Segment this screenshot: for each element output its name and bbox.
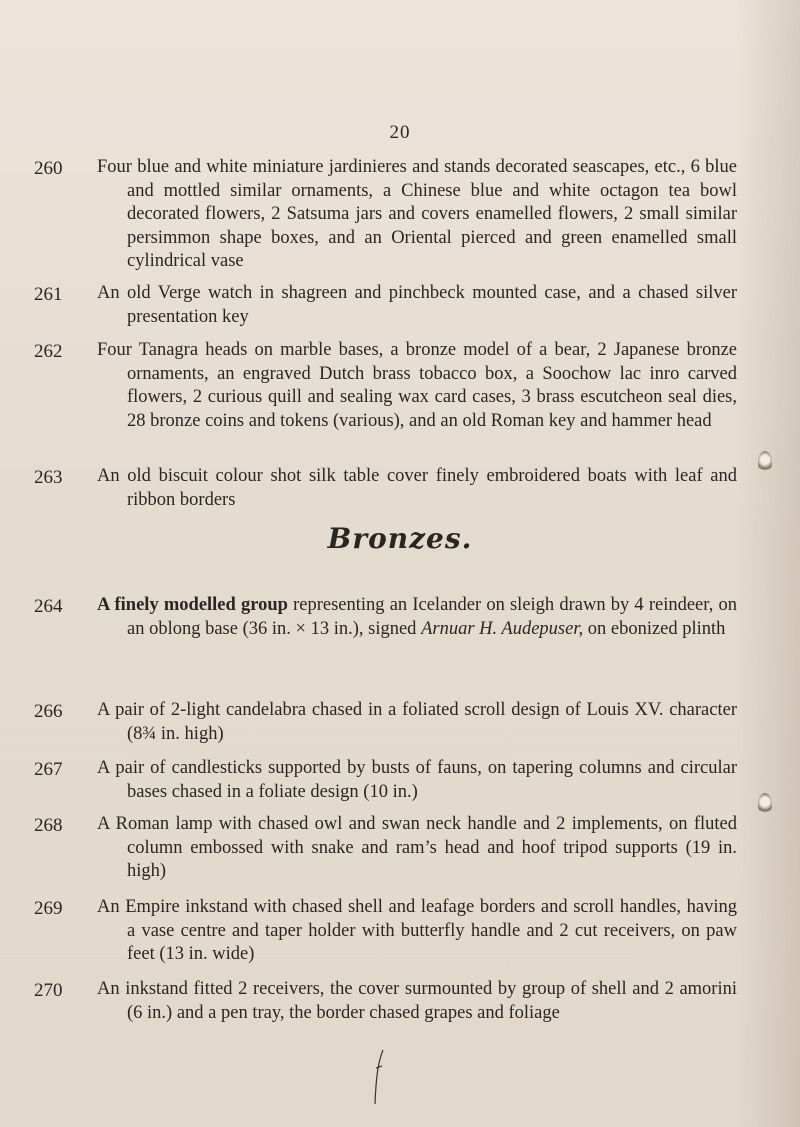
lot-number: 268 bbox=[34, 815, 63, 836]
lot-description bbox=[97, 594, 737, 641]
signature-text: Arnuar H. Audepuser, bbox=[421, 618, 584, 639]
lot-number: 260 bbox=[34, 158, 63, 179]
binding-hole-mark bbox=[758, 793, 772, 815]
binding-hole-mark bbox=[758, 451, 772, 473]
lot-description: An Empire inkstand with chased shell and leafage borders and scroll handles, having a vase centre and taper holder with butterfly handle and 2 cut receivers, on paw feet (13 in. wide) bbox=[97, 897, 737, 964]
lot-number: 267 bbox=[34, 759, 63, 780]
lot-lead-text: A finely modelled group bbox=[97, 595, 288, 615]
lot-description: A pair of 2-light candelabra chased in a foliated scroll design of Louis XV. character (8¾ in. high) bbox=[97, 700, 737, 744]
lot-number: 266 bbox=[34, 701, 63, 722]
lot-description: A pair of candlesticks supported by busts of fauns, on tapering columns and circular bases chased in a foliate design (10 in.) bbox=[97, 758, 737, 802]
lot-description: An old biscuit colour shot silk table cover finely embroidered boats with leaf and ribbon borders bbox=[97, 466, 737, 510]
lot-description: Four Tanagra heads on marble bases, a bronze model of a bear, 2 Japanese bronze ornaments, an engraved Dutch brass tobacco box, a Soochow lac inro carved flowers, 2 curious quill and sealing wax card cases, 3 brass escutcheon seal dies, 28 bronze coins and tokens (various), and an old Roman key and hammer head bbox=[97, 340, 737, 431]
lot-number: 264 bbox=[34, 596, 63, 617]
lot-text-part: representing an Icelander on sleigh drawn by 4 reindeer, on an oblong base (36 in. × 13 in.), signed bbox=[127, 595, 737, 639]
pencil-mark bbox=[372, 1048, 386, 1106]
lot-number: 262 bbox=[34, 341, 63, 362]
lot-description: Four blue and white miniature jardinieres and stands decorated seascapes, etc., 6 blue and mottled similar ornaments, a Chinese blue and white octagon tea bowl decorated flowers, 2 Satsuma jars and covers enamelled flowers, 2 small similar persimmon shape boxes, and an Oriental pierced and green enamelled small cylindrical vase bbox=[97, 157, 737, 271]
lot-description: An old Verge watch in shagreen and pinchbeck mounted case, and a chased silver presentation key bbox=[97, 283, 737, 327]
lot-text-part: on ebonized plinth bbox=[583, 618, 726, 639]
lot-number: 263 bbox=[34, 467, 63, 488]
section-heading: Bronzes. bbox=[327, 522, 473, 555]
lot-number: 269 bbox=[34, 898, 63, 919]
lot-description: A Roman lamp with chased owl and swan neck handle and 2 implements, on fluted column embossed with snake and ram’s head and hoof tripod supports (19 in. high) bbox=[97, 814, 737, 881]
lot-description: An inkstand fitted 2 receivers, the cover surmounted by group of shell and 2 amorini (6 in.) and a pen tray, the border chased grapes and foliage bbox=[97, 979, 737, 1023]
page-number: 20 bbox=[389, 122, 411, 143]
lot-number: 261 bbox=[34, 284, 63, 305]
lot-number: 270 bbox=[34, 980, 63, 1001]
